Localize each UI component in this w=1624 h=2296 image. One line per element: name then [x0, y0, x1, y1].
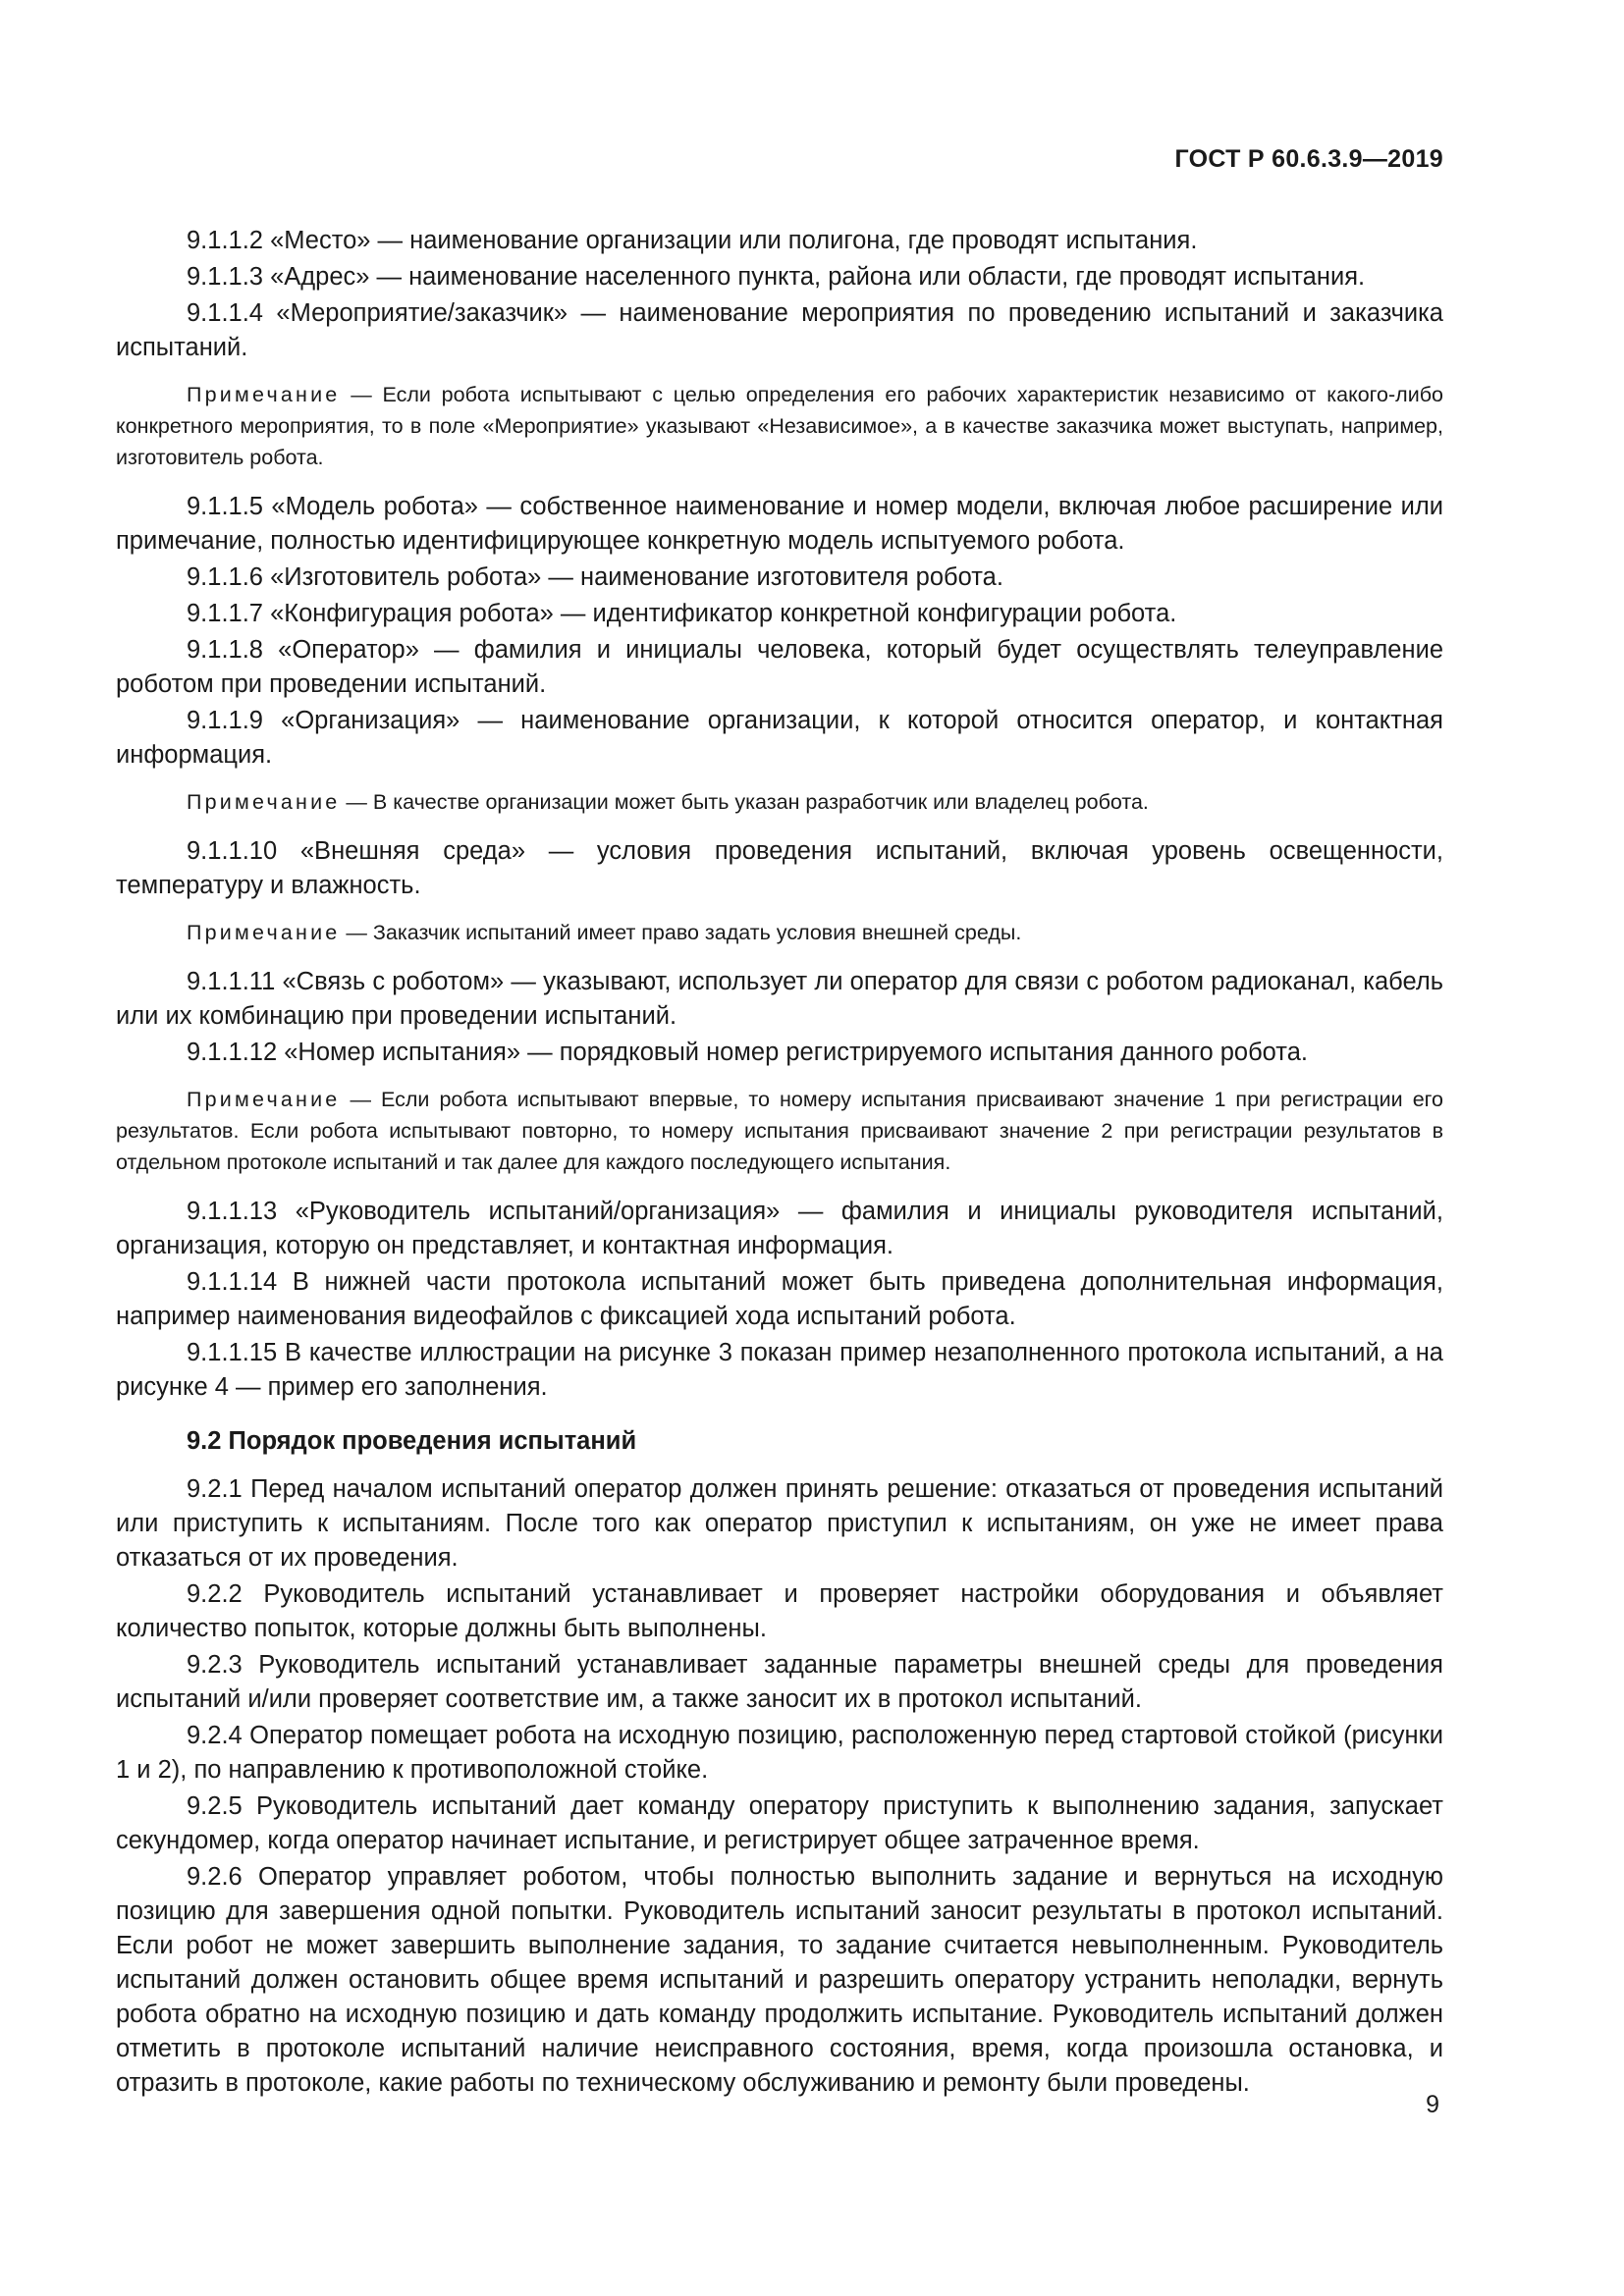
- clause-9-2-2: 9.2.2 Руководитель испытаний устанавливает и проверяет настройки оборудования и объявляет количество попыток, которые должны быть выполнены.: [116, 1580, 1443, 1642]
- standard-code: ГОСТ Р 60.6.3.9—2019: [1174, 145, 1443, 173]
- note-text: — Если робота испытывают впервые, то номеру испытания присваивают значение 1 при регистрации его результатов. Если робота испытывают повторно, то номеру испытания присваивают значение 2 при регистрации результатов в отдельном протоколе испытаний и так далее для каждого последующего испытания.: [116, 1088, 1443, 1174]
- clause-9-1-1-2: 9.1.1.2 «Место» — наименование организации или полигона, где проводят испытания.: [187, 227, 1198, 254]
- clause-9-2-4: 9.2.4 Оператор помещает робота на исходную позицию, расположенную перед стартовой стойкой (рисунки 1 и 2), по направлению к противоположной стойке.: [116, 1722, 1443, 1784]
- clause-9-1-1-8: 9.1.1.8 «Оператор» — фамилия и инициалы человека, который будет осуществлять телеуправление роботом при проведении испытаний.: [116, 636, 1443, 698]
- document-body: [116, 224, 1443, 2103]
- note-environment: [116, 917, 1443, 948]
- section-heading-9-2: 9.2 Порядок проведения испытаний: [187, 1427, 637, 1455]
- note-label: Примечание: [187, 383, 341, 406]
- clause-9-2-1: 9.2.1 Перед началом испытаний оператор должен принять решение: отказаться от проведения испытаний или приступить к испытаниям. После того как оператор приступил к испытаниям, он уже не имеет права отказаться от их проведения.: [116, 1475, 1443, 1572]
- note-test-number: [116, 1084, 1443, 1178]
- note-organization: [116, 786, 1443, 818]
- note-text: — Если робота испытывают с целью определения его рабочих характеристик независимо от какого-либо конкретного мероприятия, то в поле «Мероприятие» указывают «Независимое», а в качестве заказчика может выступать, например, изготовитель робота.: [116, 383, 1443, 469]
- clause-9-1-1-15: 9.1.1.15 В качестве иллюстрации на рисунке 3 показан пример незаполненного протокола испытаний, а на рисунке 4 — пример его заполнения.: [116, 1339, 1443, 1401]
- clause-9-1-1-14: 9.1.1.14 В нижней части протокола испытаний может быть приведена дополнительная информация, например наименования видеофайлов с фиксацией хода испытаний робота.: [116, 1268, 1443, 1330]
- clause-9-1-1-11: 9.1.1.11 «Связь с роботом» — указывают, использует ли оператор для связи с роботом радиоканал, кабель или их комбинацию при проведении испытаний.: [116, 968, 1443, 1030]
- clause-9-1-1-7: 9.1.1.7 «Конфигурация робота» — идентификатор конкретной конфигурации робота.: [187, 600, 1177, 627]
- clause-9-1-1-5: 9.1.1.5 «Модель робота» — собственное наименование и номер модели, включая любое расширение или примечание, полностью идентифицирующее конкретную модель испытуемого робота.: [116, 493, 1443, 555]
- note-label: Примечание: [187, 790, 341, 814]
- clause-9-1-1-9: 9.1.1.9 «Организация» — наименование организации, к которой относится оператор, и контактная информация.: [116, 707, 1443, 769]
- clause-9-2-6: 9.2.6 Оператор управляет роботом, чтобы полностью выполнить задание и вернуться на исходную позицию для завершения одной попытки. Руководитель испытаний заносит результаты в протокол испытаний. Если робот не может завершить выполнение задания, то задание считается невыполненным. Руководитель испытаний должен остановить общее время испытаний и разрешить оператору устранить неполадки, вернуть робота обратно на исходную позицию и дать команду продолжить испытание. Руководитель испытаний должен отметить в протоколе испытаний наличие неисправного состояния, время, когда произошла остановка, и отразить в протоколе, какие работы по техническому обслуживанию и ремонту были проведены.: [116, 1863, 1443, 2097]
- clause-9-1-1-4: 9.1.1.4 «Мероприятие/заказчик» — наименование мероприятия по проведению испытаний и заказчика испытаний.: [116, 299, 1443, 361]
- clause-9-2-5: 9.2.5 Руководитель испытаний дает команду оператору приступить к выполнению задания, запускает секундомер, когда оператор начинает испытание, и регистрирует общее затраченное время.: [116, 1792, 1443, 1854]
- clause-9-1-1-6: 9.1.1.6 «Изготовитель робота» — наименование изготовителя робота.: [187, 563, 1003, 591]
- clause-9-1-1-13: 9.1.1.13 «Руководитель испытаний/организация» — фамилия и инициалы руководителя испытаний, организация, которую он представляет, и контактная информация.: [116, 1198, 1443, 1259]
- clause-9-2-3: 9.2.3 Руководитель испытаний устанавливает заданные параметры внешней среды для проведения испытаний и/или проверяет соответствие им, а также заносит их в протокол испытаний.: [116, 1651, 1443, 1713]
- note-text: — В качестве организации может быть указан разработчик или владелец робота.: [340, 790, 1149, 814]
- note-event: [116, 379, 1443, 473]
- note-text: — Заказчик испытаний имеет право задать условия внешней среды.: [340, 921, 1022, 944]
- clause-9-1-1-3: 9.1.1.3 «Адрес» — наименование населенного пункта, района или области, где проводят испытания.: [187, 263, 1366, 291]
- note-label: Примечание: [187, 1088, 341, 1111]
- page-number: 9: [1426, 2091, 1439, 2118]
- clause-9-1-1-12: 9.1.1.12 «Номер испытания» — порядковый номер регистрируемого испытания данного робота.: [187, 1039, 1308, 1066]
- note-label: Примечание: [187, 921, 341, 944]
- clause-9-1-1-10: 9.1.1.10 «Внешняя среда» — условия проведения испытаний, включая уровень освещенности, температуру и влажность.: [116, 837, 1443, 899]
